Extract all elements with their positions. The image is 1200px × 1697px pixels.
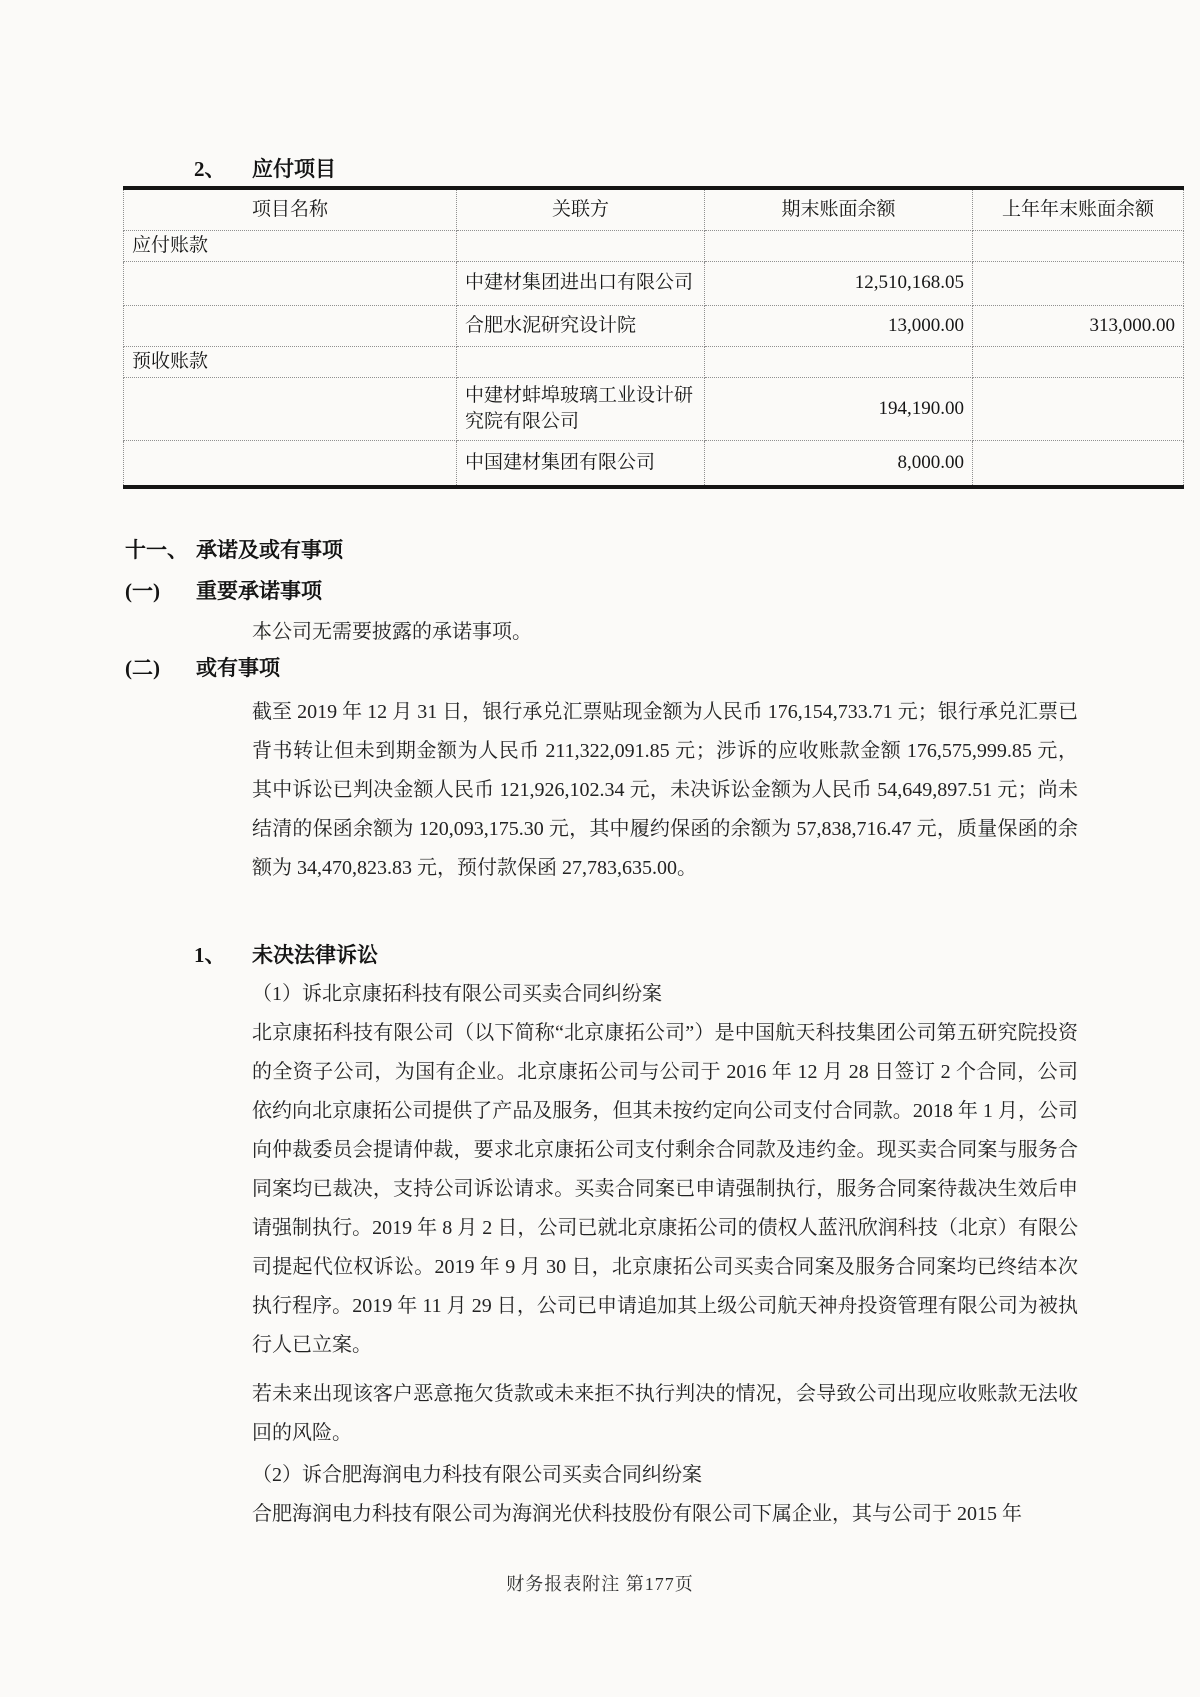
subsection-heading-pending-lawsuits bbox=[194, 941, 378, 969]
cell-prior-year-balance bbox=[973, 261, 1184, 305]
related-party-payables-table bbox=[123, 186, 1184, 489]
subsection-title: 未决法律诉讼 bbox=[252, 943, 378, 967]
cell-item bbox=[124, 377, 457, 440]
cell-related-party: 合肥水泥研究设计院 bbox=[457, 305, 705, 346]
table-row bbox=[124, 305, 1184, 346]
section-title: 应付项目 bbox=[252, 157, 336, 181]
lawsuit-case1-body: 北京康拓科技有限公司（以下简称“北京康拓公司”）是中国航天科技集团公司第五研究院投资的全资子公司，为国有企业。北京康拓公司与公司于 2016 年 12 月 28 日签订 2 个合同，公司依约向北京康拓公司提供了产品及服务，但其未按约定向公司支付合同款。2018 年 1 月，公司向仲裁委员会提请仲裁，要求北京康拓公司支付剩余合同款及违约金。现买卖合同案与服务合同案均已裁决，支持公司诉讼请求。买卖合同案已申请强制执行，服务合同案待裁决生效后申请强制执行。2019 年 8 月 2 日，公司已就北京康拓公司的债权人蓝汛欣润科技（北京）有限公司提起代位权诉讼。2019 年 9 月 30 日，北京康拓公司买卖合同案及服务合同案均已终结本次执行程序。2019 年 11 月 29 日，公司已申请追加其上级公司航天神舟投资管理有限公司为被执行人已立案。 bbox=[252, 1022, 1078, 1356]
cell-related-party: 中建材蚌埠玻璃工业设计研究院有限公司 bbox=[457, 377, 705, 440]
col-header-closing-balance: 期末账面余额 bbox=[705, 188, 973, 230]
table-row bbox=[124, 261, 1184, 305]
section-heading-commitments bbox=[125, 536, 343, 564]
col-header-related-party: 关联方 bbox=[457, 188, 705, 230]
section-heading-payables bbox=[194, 155, 336, 183]
table-row bbox=[124, 346, 1184, 377]
subsection-number: (二) bbox=[125, 656, 160, 680]
page-footer: 财务报表附注 第177页 bbox=[506, 1574, 694, 1594]
cell-prior-year-balance bbox=[973, 230, 1184, 261]
subsection-heading-contingencies bbox=[125, 654, 280, 682]
cell-prior-year-balance bbox=[973, 440, 1184, 487]
lawsuits-text-block bbox=[252, 975, 1078, 1534]
cell-closing-balance: 8,000.00 bbox=[705, 440, 973, 487]
subsection-number: (一) bbox=[125, 579, 160, 603]
lawsuit-case1-title: （1）诉北京康拓科技有限公司买卖合同纠纷案 bbox=[252, 983, 662, 1005]
lawsuit-case1-risk: 若未来出现该客户恶意拖欠货款或未来拒不执行判决的情况，会导致公司出现应收账款无法收回的风险。 bbox=[252, 1383, 1078, 1444]
cell-item: 应付账款 bbox=[124, 230, 457, 261]
lawsuit-case2-body: 合肥海润电力科技有限公司为海润光伏科技股份有限公司下属企业，其与公司于 2015 年 bbox=[252, 1503, 1022, 1525]
cell-closing-balance: 13,000.00 bbox=[705, 305, 973, 346]
cell-related-party: 中国建材集团有限公司 bbox=[457, 440, 705, 487]
cell-item: 预收账款 bbox=[124, 346, 457, 377]
subsection-heading-important-commitments bbox=[125, 577, 322, 605]
subsection-number: 1、 bbox=[194, 943, 226, 967]
cell-closing-balance bbox=[705, 230, 973, 261]
col-header-prior-year-balance: 上年年末账面余额 bbox=[973, 188, 1184, 230]
table-header-row bbox=[124, 188, 1184, 230]
cell-related-party bbox=[457, 346, 705, 377]
section-title: 承诺及或有事项 bbox=[196, 538, 343, 562]
cell-related-party: 中建材集团进出口有限公司 bbox=[457, 261, 705, 305]
cell-prior-year-balance: 313,000.00 bbox=[973, 305, 1184, 346]
important-commitments-statement: 本公司无需要披露的承诺事项。 bbox=[252, 621, 532, 643]
cell-item bbox=[124, 440, 457, 487]
cell-item bbox=[124, 305, 457, 346]
table-row bbox=[124, 440, 1184, 487]
cell-item bbox=[124, 261, 457, 305]
cell-prior-year-balance bbox=[973, 346, 1184, 377]
section-number: 2、 bbox=[194, 157, 226, 181]
subsection-title: 或有事项 bbox=[196, 656, 280, 680]
subsection-title: 重要承诺事项 bbox=[196, 579, 322, 603]
cell-closing-balance: 12,510,168.05 bbox=[705, 261, 973, 305]
cell-prior-year-balance bbox=[973, 377, 1184, 440]
cell-closing-balance: 194,190.00 bbox=[705, 377, 973, 440]
table-row bbox=[124, 377, 1184, 440]
table-row bbox=[124, 230, 1184, 261]
contingencies-paragraph: 截至 2019 年 12 月 31 日，银行承兑汇票贴现金额为人民币 176,154,733.71 元；银行承兑汇票已背书转让但未到期金额为人民币 211,322,091.85 元；涉诉的应收账款金额 176,575,999.85 元，其中诉讼已判决金额人民币 121,926,102.34 元，未决诉讼金额为人民币 54,649,897.51 元；尚未结清的保函余额为 120,093,175.30 元，其中履约保函的余额为 57,838,716.47 元，质量保函的余额为 34,470,823.83 元，预付款保函 27,783,635.00。 bbox=[252, 701, 1078, 879]
section-number: 十一、 bbox=[125, 538, 188, 562]
col-header-item-name: 项目名称 bbox=[124, 188, 457, 230]
cell-closing-balance bbox=[705, 346, 973, 377]
cell-related-party bbox=[457, 230, 705, 261]
lawsuit-case2-title: （2）诉合肥海润电力科技有限公司买卖合同纠纷案 bbox=[252, 1464, 702, 1486]
